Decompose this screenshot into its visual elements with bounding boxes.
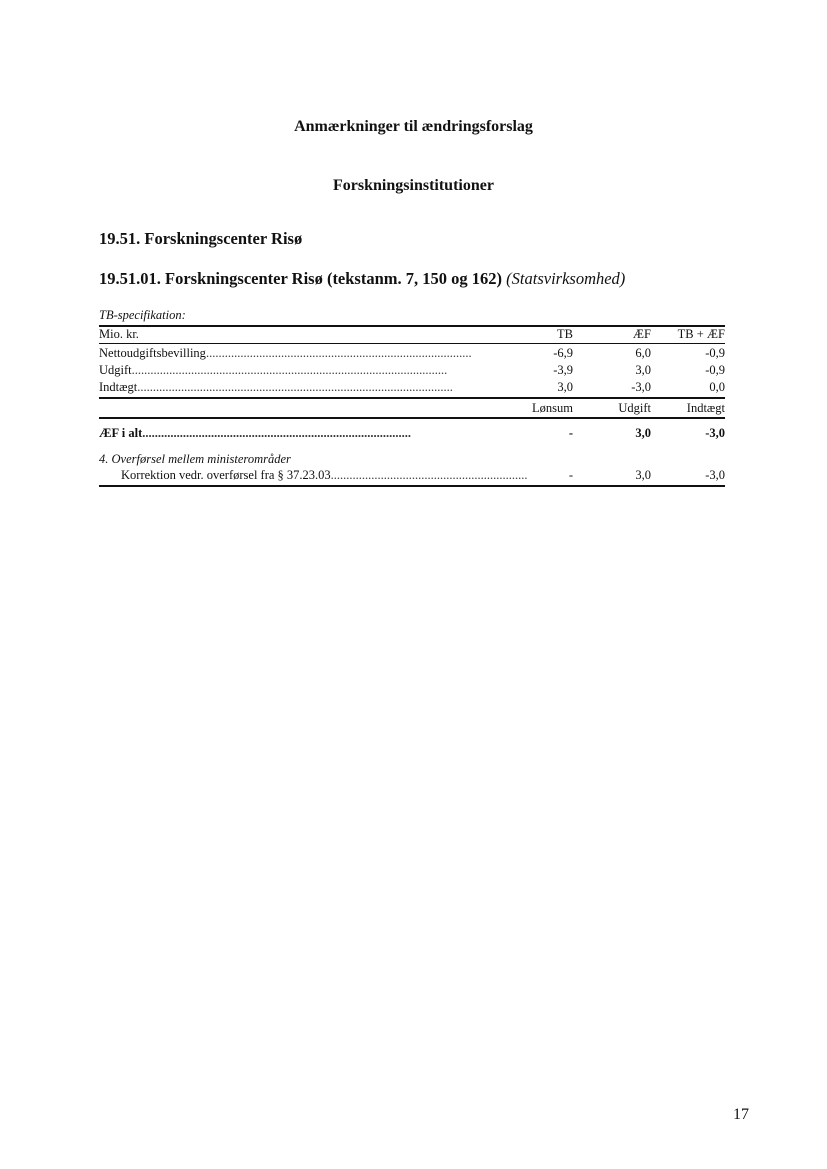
row-label: Nettoudgiftsbevilling.....................................................................................	[99, 346, 472, 360]
row-tb-aef: -0,9	[705, 363, 725, 377]
table-row	[99, 380, 725, 395]
page-number: 17	[733, 1106, 749, 1123]
header-lonsum: Lønsum	[532, 401, 573, 415]
table2-header-rule	[99, 417, 725, 419]
header-unit: Mio. kr.	[99, 327, 139, 341]
total-row	[99, 426, 725, 441]
account-title-text: 19.51.01. Forskningscenter Risø (tekstanm. 7, 150 og 162)	[99, 269, 503, 288]
group-label: 4. Overførsel mellem ministerområder	[99, 452, 291, 466]
page-subheading: Forskningsinstitutioner	[333, 177, 494, 194]
table2-bottom-rule	[99, 485, 725, 487]
table-header-row	[99, 327, 725, 342]
header-tb: TB	[557, 327, 573, 341]
header-rule	[99, 343, 725, 344]
total-udgift: 3,0	[635, 426, 651, 440]
table-row	[99, 346, 725, 361]
page-heading: Anmærkninger til ændringsforslag	[294, 118, 533, 135]
account-type: (Statsvirksomhed)	[506, 269, 626, 288]
row-tb-aef: 0,0	[709, 380, 725, 394]
row-aef: -3,0	[631, 380, 651, 394]
detail-indtaegt: -3,0	[705, 468, 725, 482]
table1-bottom-rule	[99, 397, 725, 399]
total-label: ÆF i alt......................................................................................	[99, 426, 412, 440]
row-tb: -6,9	[553, 346, 573, 360]
row-label: Udgift.....................................................................................................	[99, 363, 448, 377]
detail-row	[99, 468, 725, 483]
total-lonsum: -	[568, 426, 573, 440]
header-aef: ÆF	[632, 327, 651, 341]
header-udgift: Udgift	[618, 401, 651, 415]
row-tb: -3,9	[553, 363, 573, 377]
row-aef: 6,0	[635, 346, 651, 360]
row-tb-aef: -0,9	[705, 346, 725, 360]
detail-udgift: 3,0	[635, 468, 651, 482]
spec-label: TB-specifikation:	[99, 308, 186, 322]
table2-header-row	[99, 401, 725, 416]
row-aef: 3,0	[635, 363, 651, 377]
detail-label: Korrektion vedr. overførsel fra § 37.23.03...............................................................	[121, 468, 528, 482]
account-title	[99, 269, 625, 289]
detail-lonsum: -	[568, 468, 573, 482]
header-tb-aef: TB + ÆF	[677, 327, 725, 341]
section-title: 19.51. Forskningscenter Risø	[99, 229, 303, 248]
table-row	[99, 363, 725, 378]
header-indtaegt: Indtægt	[686, 401, 725, 415]
row-tb: 3,0	[557, 380, 573, 394]
row-label: Indtægt.....................................................................................................	[99, 380, 453, 394]
group-row	[99, 452, 725, 467]
total-indtaegt: -3,0	[705, 426, 725, 440]
